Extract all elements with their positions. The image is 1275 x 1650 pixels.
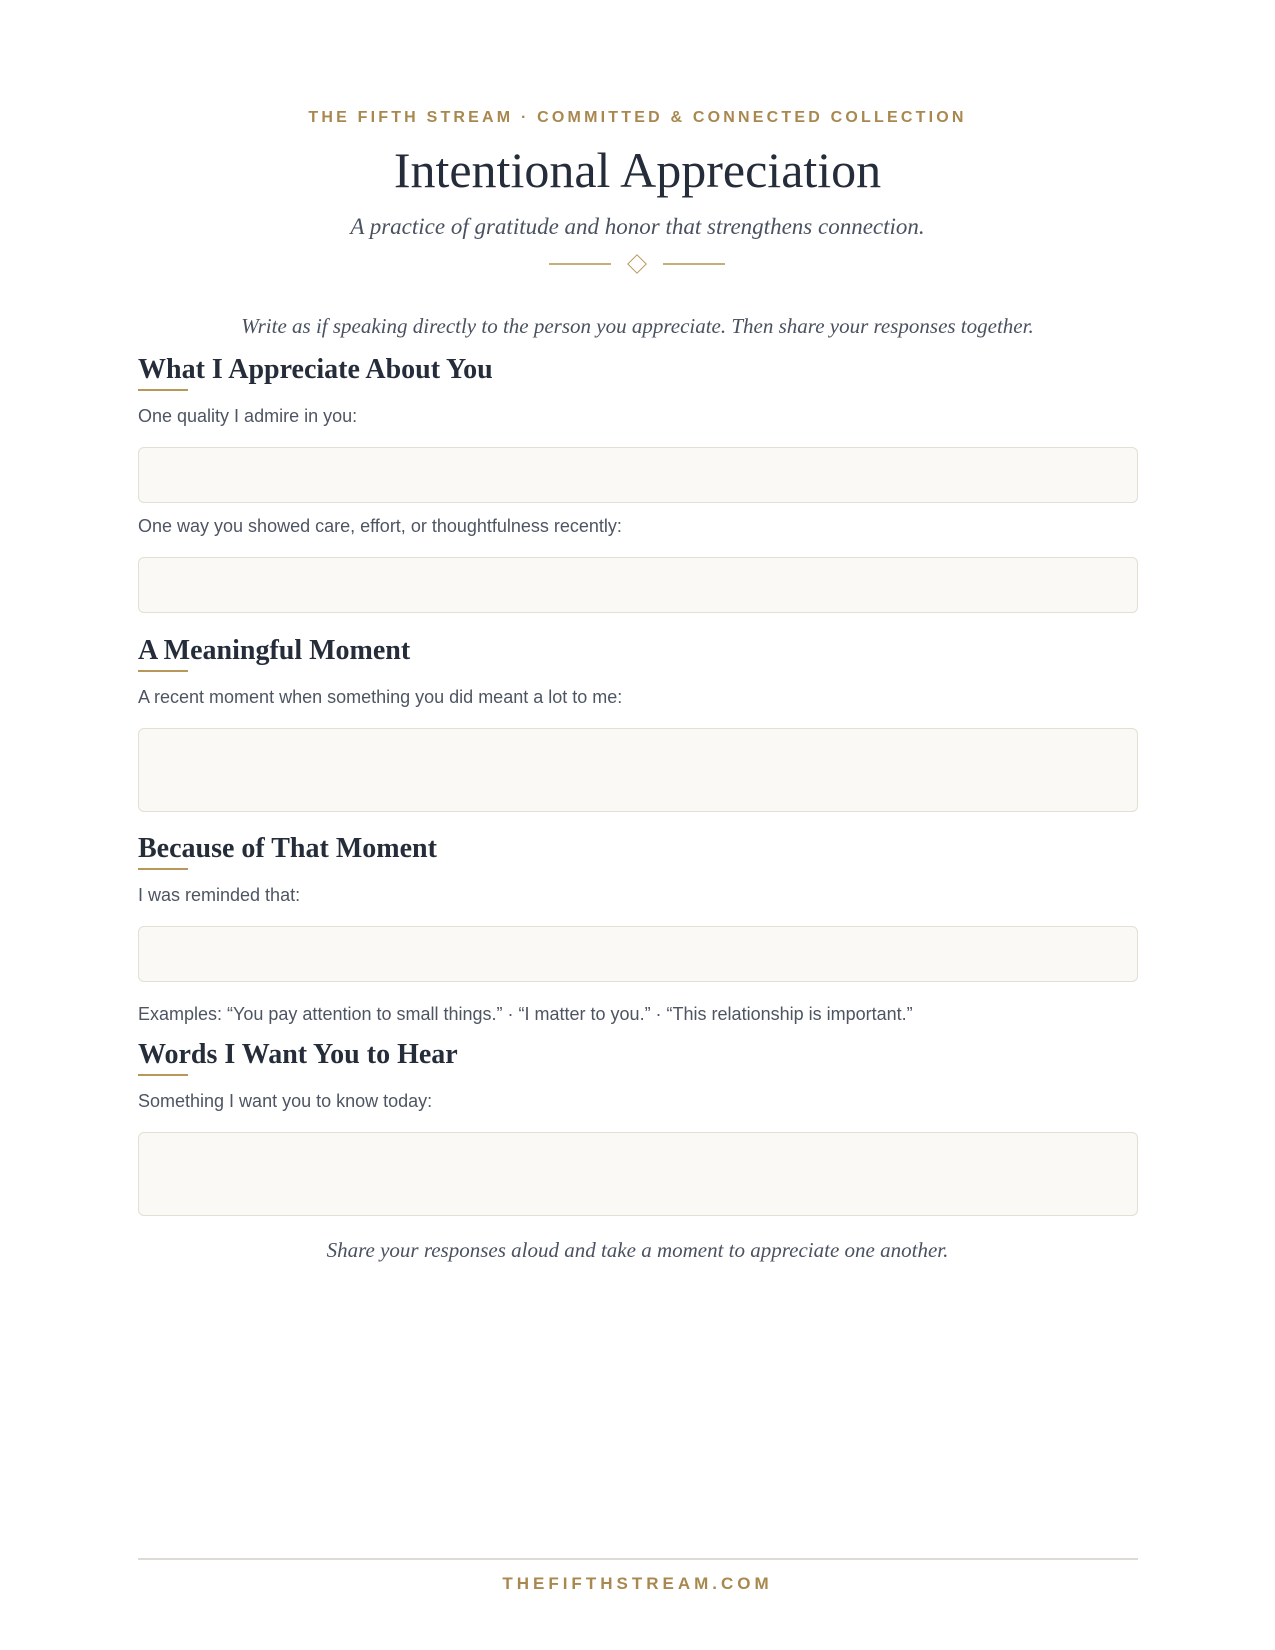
page-subtitle: A practice of gratitude and honor that strengthens connection. [350, 214, 925, 239]
reminded-field[interactable] [138, 926, 1138, 982]
field-label-care: One way you showed care, effort, or thoughtfulness recently: [138, 516, 622, 536]
field-label-reminded: I was reminded that: [138, 885, 301, 905]
closing-note: Share your responses aloud and take a moment to appreciate one another. [326, 1238, 949, 1262]
diamond-divider-icon [549, 254, 725, 274]
divider-line-left [549, 263, 611, 265]
section-rule [138, 670, 188, 672]
section-rule [138, 1074, 188, 1076]
intro-instructions: Write as if speaking directly to the person you appreciate. Then share your responses together. [241, 314, 1034, 338]
quality-field[interactable] [138, 447, 1138, 503]
section-title-words: Words I Want You to Hear [138, 1039, 458, 1070]
care-field[interactable] [138, 557, 1138, 613]
field-label-quality: One quality I admire in you: [138, 406, 358, 426]
diamond-icon [627, 254, 647, 274]
section-title-because: Because of That Moment [138, 833, 437, 864]
page-title: Intentional Appreciation [393, 142, 882, 198]
collection-eyebrow: THE FIFTH STREAM · COMMITTED & CONNECTED COLLECTION [308, 109, 967, 126]
footer-website: THEFIFTHSTREAM.COM [502, 1574, 773, 1593]
section-rule [138, 868, 188, 870]
field-label-know-today: Something I want you to know today: [138, 1091, 433, 1111]
footer-divider [138, 1558, 1138, 1560]
recent-moment-field[interactable] [138, 728, 1138, 812]
know-today-field[interactable] [138, 1132, 1138, 1216]
section-rule [138, 389, 188, 391]
field-label-recent-moment: A recent moment when something you did meant a lot to me: [138, 687, 623, 707]
examples-hint: Examples: “You pay attention to small things.” · “I matter to you.” · “This relationship is important.” [138, 1004, 913, 1024]
section-title-moment: A Meaningful Moment [138, 635, 411, 666]
divider-line-right [663, 263, 725, 265]
section-title-appreciate: What I Appreciate About You [138, 354, 493, 385]
